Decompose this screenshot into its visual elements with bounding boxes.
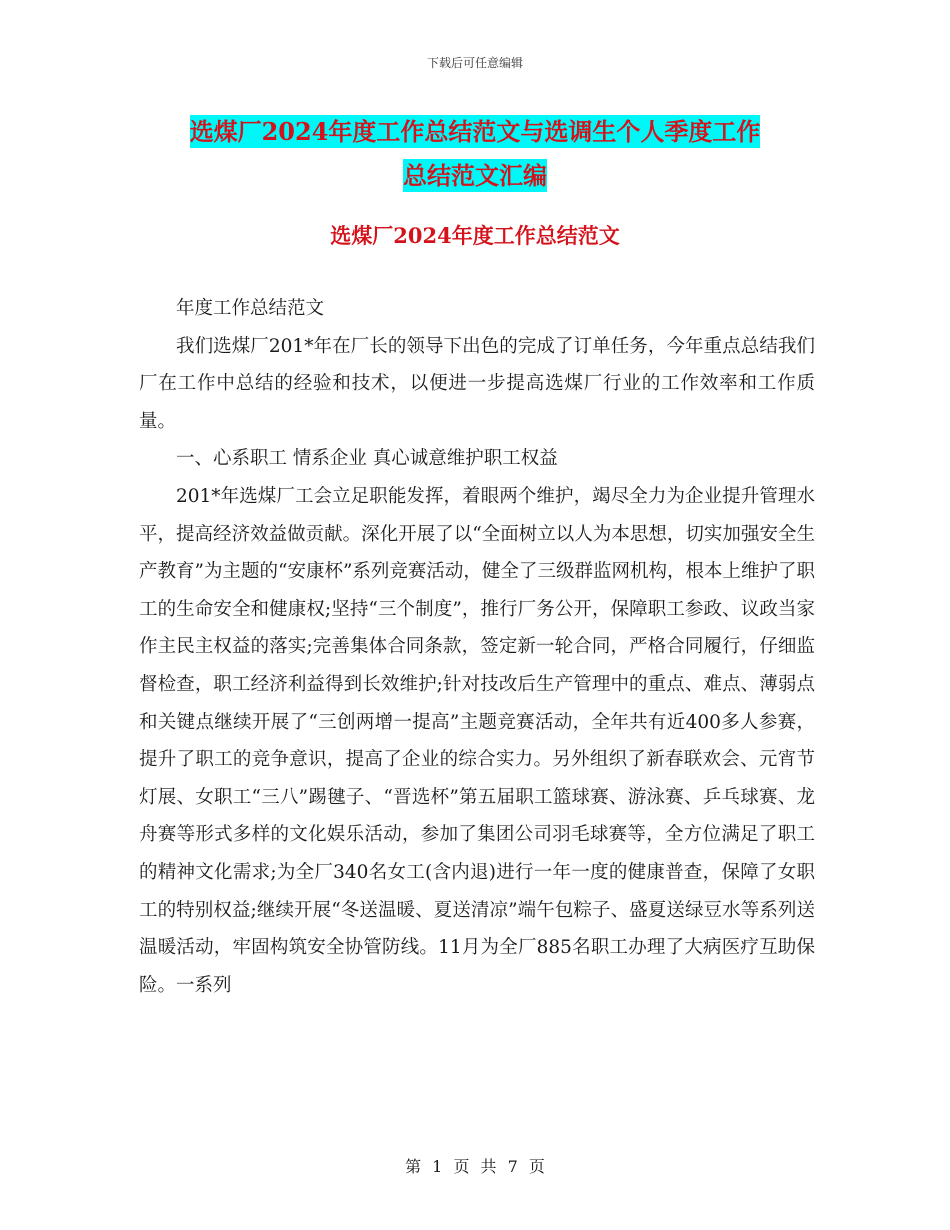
section-title: 选煤厂2024年度工作总结范文	[330, 223, 620, 248]
paragraph-intro: 我们选煤厂201*年在厂长的领导下出色的完成了订单任务，今年重点总结我们厂在工作中总结的经验和技术，以便进一步提高选煤厂行业的工作效率和工作质量。	[139, 335, 815, 432]
document-title-line-2: 总结范文汇编	[403, 161, 547, 190]
document-body	[139, 290, 815, 1004]
paragraph-subtitle: 年度工作总结范文	[176, 298, 325, 319]
header-note: 下载后可任意编辑	[426, 56, 523, 70]
paragraph-heading-1: 一、心系职工 情系企业 真心诚意维护职工权益	[176, 448, 558, 470]
paragraph-body-1: 201*年选煤厂工会立足职能发挥，着眼两个维护，竭尽全力为企业提升管理水平，提高经济效益做贡献。深化开展了以“全面树立以人为本思想，切实加强安全生产教育”为主题的“安康杯”系列竞赛活动，健全了三级群监网机构，根本上维护了职工的生命安全和健康权;坚持“三个制度”，推行厂务公开，保障职工参政、议政当家作主民主权益的落实;完善集体合同条款，签定新一轮合同，严格合同履行，仔细监督检查，职工经济利益得到长效维护;针对技改后生产管理中的重点、难点、薄弱点和关键点继续开展了“三创两增一提高”主题竞赛活动，全年共有近400多人参赛，提升了职工的竞争意识，提高了企业的综合实力。另外组织了新春联欢会、元宵节灯展、女职工“三八”踢毽子、“晋选杯”第五届职工篮球赛、游泳赛、乒乓球赛、龙舟赛等形式多样的文化娱乐活动，参加了集团公司羽毛球赛等，全方位满足了职工的精神文化需求;为全厂340名女工(含内退)进行一年一度的健康普查，保障了女职工的特别权益;继续开展“冬送温暖、夏送清凉”端午包粽子、盛夏送绿豆水等系列送温暖活动，牢固构筑安全协管防线。11月为全厂885名职工办理了大病医疗互助保险。一系列	[139, 485, 815, 996]
page-number-footer: 第 1 页 共 7 页	[405, 1157, 545, 1176]
document-title-line-1: 选煤厂2024年度工作总结范文与选调生个人季度工作	[189, 117, 761, 146]
document-title	[120, 110, 830, 198]
